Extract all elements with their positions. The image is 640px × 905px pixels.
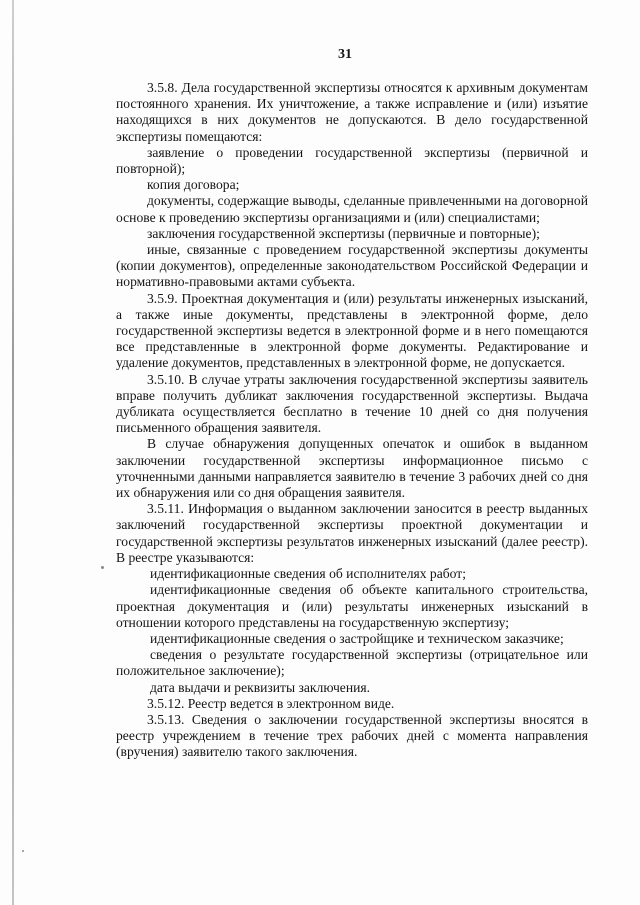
list-item: копия договора; — [147, 177, 240, 193]
list-item: идентификационные сведения об исполнителях работ; — [150, 566, 467, 582]
list-item: заключения государственной экспертизы (первичные и повторные); — [147, 225, 540, 241]
paragraph: 3.5.10. В случае утраты заключения государственной экспертизы заявитель вправе получить дубликат заключения государственной экспертизы. Выдача дубликата осуществляется бесплатно в течение 10 дней со дня получения письменного обращения заявителя. — [116, 371, 588, 436]
list-item: заявление о проведении государственной экспертизы (первичной и повторной); — [116, 144, 588, 177]
document-body — [116, 80, 588, 761]
scan-edge — [12, 0, 14, 905]
list-item: сведения о результате государственной экспертизы (отрицательное или положительное заключение); — [116, 647, 588, 679]
paragraph: 3.5.12. Реестр ведется в электронном виде. — [147, 695, 395, 711]
list-item: документы, содержащие выводы, сделанные привлеченными на договорной основе к проведению экспертизы организациями и (или) специалистами; — [116, 193, 588, 225]
paragraph: 3.5.8. Дела государственной экспертизы относятся к архивным документам постоянного хранения. Их уничтожение, а также исправление и (или) изъятие находящихся в них документов не допускаются. В дело государственной экспертизы помещаются: — [116, 80, 588, 144]
paragraph: 3.5.11. Информация о выданном заключении заносится в реестр выданных заключений государственной экспертизы проектной документации и государственной экспертизы результатов инженерных изысканий (далее реестр). В реестре указываются: — [116, 501, 588, 565]
paragraph: В случае обнаружения допущенных опечаток и ошибок в выданном заключении государственной экспертизы информационное письмо с уточненными данными направляется заявителю в течение 3 рабочих дней со дня их обнаружения или со дня обращения заявителя. — [116, 436, 588, 501]
list-item: идентификационные сведения об объекте капитального строительства, проектная документация и (или) результаты инженерных изысканий в отношении которого представлены на государственную экспертизу; — [116, 582, 588, 630]
scan-speck — [22, 850, 24, 852]
paragraph: 3.5.13. Сведения о заключении государственной экспертизы вносятся в реестр учреждением в течение трех рабочих дней с момента направления (вручения) заявителю такого заключения. — [116, 711, 588, 760]
paragraph: 3.5.9. Проектная документация и (или) результаты инженерных изысканий, а также иные документы, представлены в электронной форме, дело государственной экспертизы ведется в электронной форме и в него помещаются все представленные в электронной форме документы. Редактирование и удаление документов, представленных в электронной форме, не допускается. — [116, 290, 588, 371]
list-item: дата выдачи и реквизиты заключения. — [150, 679, 371, 695]
list-item: иные, связанные с проведением государственной экспертизы документы (копии документов), определенные законодательством Российской Федерации и нормативно-правовыми актами субъекта. — [116, 242, 588, 290]
page-number: 31 — [338, 47, 352, 62]
list-item: идентификационные сведения о застройщике и техническом заказчике; — [150, 630, 564, 646]
scan-speck — [101, 566, 104, 569]
